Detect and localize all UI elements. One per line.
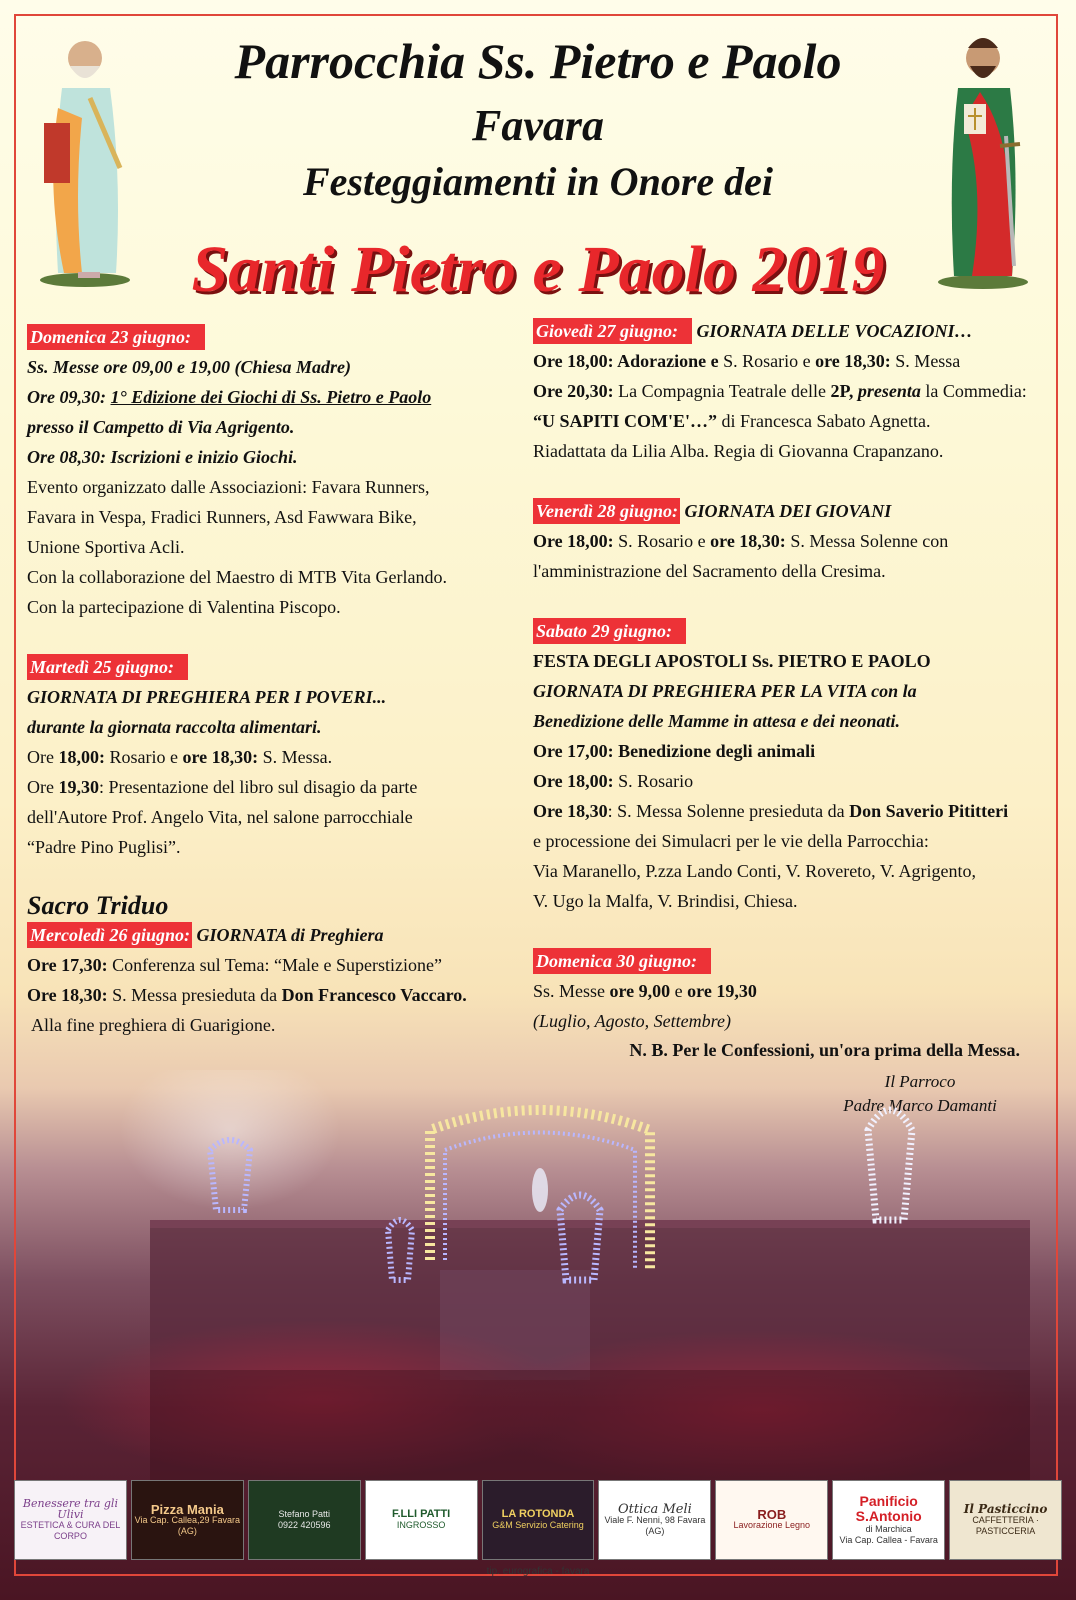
event-line: e processione dei Simulacri per le vie della Parrocchia:	[533, 831, 929, 851]
date-tag: Mercoledì 26 giugno:	[27, 922, 192, 948]
date-tag: Domenica 30 giugno:	[533, 948, 711, 974]
event-line: durante la giornata raccolta alimentari.	[27, 717, 322, 737]
event-line: l'amministrazione del Sacramento della Cresima.	[533, 561, 886, 581]
sponsor-logo: LA ROTONDA G&M Servizio Catering	[482, 1480, 595, 1560]
illuminated-church-scene	[0, 1070, 1076, 1480]
event-line: Via Maranello, P.zza Lando Conti, V. Rovereto, V. Agrigento,	[533, 861, 977, 881]
event-line: GIORNATA DI PREGHIERA PER I POVERI...	[27, 687, 387, 707]
sponsor-logo: Stefano Patti 0922 420596	[248, 1480, 361, 1560]
event-line: Ore 17,00: Benedizione degli animali	[533, 741, 816, 761]
confession-note: N. B. Per le Confessioni, un'ora prima della Messa.	[629, 1040, 1020, 1060]
left-column: Domenica 23 giugno: Ss. Messe ore 09,00 e 19,00 (Chiesa Madre) Ore 09,30: 1° Edizione dei Giochi di Ss. Pietro e Paolo presso il Campetto di Via Agrigento. Ore 08,30: Iscrizioni e inizio Giochi. Evento organizzato dalle Associazioni: Favara Runners, Favara in Vespa, Fradici Runners, Asd Fawwara Bike, Unione Sportiva Acli. Con la collaborazione del Maestro di MTB Vita Gerlando. Con la partecipazione di Valentina Piscopo. Martedì 25 giugno: GIORNATA DI PREGHIERA PER I POVERI... durante la giornata raccolta alimentari. Ore 18,00: Rosario e ore 18,30: S. Messa. Ore 19,30: Presentazione del libro sul disagio da parte dell'Autore Prof. Angelo Vita, nel salone parrocchiale “Padre Pino Puglisi”. Sacro Triduo Mercoledì 26 giugno: GIORNATA di Preghiera Ore 17,30: Conferenza sul Tema: “Male e Superstizione” Ore 18,30: S. Messa presieduta da Don Francesco Vaccaro. Alla fine preghiera di Guarigione.	[27, 322, 522, 1040]
parish-name: Parrocchia Ss. Pietro e Paolo	[234, 33, 842, 89]
town-name: Favara	[472, 101, 604, 150]
sponsor-logo: Panificio S.Antonio di Marchica Via Cap. Callea - Favara	[832, 1480, 945, 1560]
event-line: Ore 17,30: Conferenza sul Tema: “Male e Superstizione”	[27, 955, 442, 975]
section-heading: Sacro Triduo	[27, 891, 169, 920]
event-line: Ore 08,30: Iscrizioni e inizio Giochi.	[27, 447, 298, 467]
date-tag: Domenica 23 giugno:	[27, 324, 205, 350]
event-line: Alla fine preghiera di Guarigione.	[31, 1015, 276, 1035]
event-line: Ore 19,30: Presentazione del libro sul disagio da parte	[27, 777, 418, 797]
event-line: (Luglio, Agosto, Settembre)	[533, 1011, 731, 1031]
event-line: presso il Campetto di Via Agrigento.	[27, 417, 295, 437]
event-line: dell'Autore Prof. Angelo Vita, nel salone parrocchiale	[27, 807, 413, 827]
date-tag: Venerdì 28 giugno:	[533, 498, 680, 524]
event-line: “U SAPITI COM'E'…” di Francesca Sabato Agnetta.	[533, 411, 931, 431]
date-tag: Martedì 25 giugno:	[27, 654, 188, 680]
sponsor-logo: ROB Lavorazione Legno	[715, 1480, 828, 1560]
event-line: Ore 18,30: S. Messa presieduta da Don Francesco Vaccaro.	[27, 985, 467, 1005]
event-line: Unione Sportiva Acli.	[27, 537, 185, 557]
sponsor-logo: Ottica Meli Viale F. Nenni, 98 Favara (AG)	[598, 1480, 711, 1560]
event-line: Benedizione delle Mamme in attesa e dei neonati.	[533, 711, 900, 731]
event-line: Ore 18,00: S. Rosario e ore 18,30: S. Messa Solenne con	[533, 531, 949, 551]
sponsors-bar	[14, 1480, 1062, 1560]
event-line: Ss. Messe ore 09,00 e 19,00 (Chiesa Madre)	[27, 357, 351, 377]
event-line: Ore 18,00: S. Rosario	[533, 771, 694, 791]
parroco-name: Padre Marco Damanti	[843, 1096, 997, 1115]
event-line: Evento organizzato dalle Associazioni: Favara Runners,	[27, 477, 430, 497]
right-column: Giovedì 27 giugno: GIORNATA DELLE VOCAZIONI… Ore 18,00: Adorazione e S. Rosario e ore 18,30: S. Messa Ore 20,30: La Compagnia Teatrale delle 2P, presenta la Commedia: “U SAPITI COM'E'…” di Francesca Sabato Agnetta. Riadattata da Lilia Alba. Regia di Giovanna Crapanzano. Venerdì 28 giugno: GIORNATA DEI GIOVANI Ore 18,00: S. Rosario e ore 18,30: S. Messa Solenne con l'amministrazione del Sacramento della Cresima. Sabato 29 giugno: FESTA DEGLI APOSTOLI Ss. PIETRO E PAOLO GIORNATA DI PREGHIERA PER LA VITA con la Benedizione delle Mamme in attesa e dei neonati. Ore 17,00: Benedizione degli animali Ore 18,00: S. Rosario Ore 18,30: S. Messa Solenne presieduta da Don Saverio Pititteri e processione dei Simulacri per le vie della Parrocchia: Via Maranello, P.zza Lando Conti, V. Rovereto, V. Agrigento, V. Ugo la Malfa, V. Brindisi, Chiesa. Domenica 30 giugno: Ss. Messe ore 9,00 e ore 19,30 (Luglio, Agosto, Settembre)	[533, 316, 1043, 1036]
event-line: Con la partecipazione di Valentina Piscopo.	[27, 597, 341, 617]
event-line: GIORNATA DI PREGHIERA PER LA VITA con la	[533, 681, 917, 701]
event-line: Ore 09,30: 1° Edizione dei Giochi di Ss. Pietro e Paolo	[27, 387, 432, 407]
event-line: Ore 18,30: S. Messa Solenne presieduta da Don Saverio Pititteri	[533, 801, 1009, 821]
event-line: Riadattata da Lilia Alba. Regia di Giovanna Crapanzano.	[533, 441, 944, 461]
event-line: Con la collaborazione del Maestro di MTB Vita Gerlando.	[27, 567, 447, 587]
date-tag: Giovedì 27 giugno:	[533, 318, 692, 344]
event-line: Ss. Messe ore 9,00 e ore 19,30	[533, 981, 757, 1001]
sponsor-logo: Benessere tra gli Ulivi ESTETICA & CURA DEL CORPO	[14, 1480, 127, 1560]
main-title: Santi Pietro e Paolo 2019	[191, 233, 885, 306]
sponsor-logo: Il Pasticcino CAFFETTERIA · PASTICCERIA	[949, 1480, 1062, 1560]
event-line: Ore 18,00: Rosario e ore 18,30: S. Messa.	[27, 747, 333, 767]
event-line: Ore 18,00: Adorazione e S. Rosario e ore 18,30: S. Messa	[533, 351, 961, 371]
parroco-title: Il Parroco	[884, 1072, 956, 1091]
event-line: Ore 20,30: La Compagnia Teatrale delle 2P, presenta la Commedia:	[533, 381, 1027, 401]
event-line: “Padre Pino Puglisi”.	[27, 837, 181, 857]
sponsor-logo: Pizza Mania Via Cap. Callea,29 Favara (AG)	[131, 1480, 244, 1560]
printer-credit: tip. eurografica - favara	[486, 1566, 590, 1577]
sponsor-logo: F.LLI PATTI INGROSSO	[365, 1480, 478, 1560]
event-line: FESTA DEGLI APOSTOLI Ss. PIETRO E PAOLO	[533, 651, 931, 671]
event-line: V. Ugo la Malfa, V. Brindisi, Chiesa.	[533, 891, 798, 911]
event-line: Favara in Vespa, Fradici Runners, Asd Fawwara Bike,	[27, 507, 417, 527]
date-tag: Sabato 29 giugno:	[533, 618, 686, 644]
subtitle: Festeggiamenti in Onore dei	[303, 159, 773, 204]
